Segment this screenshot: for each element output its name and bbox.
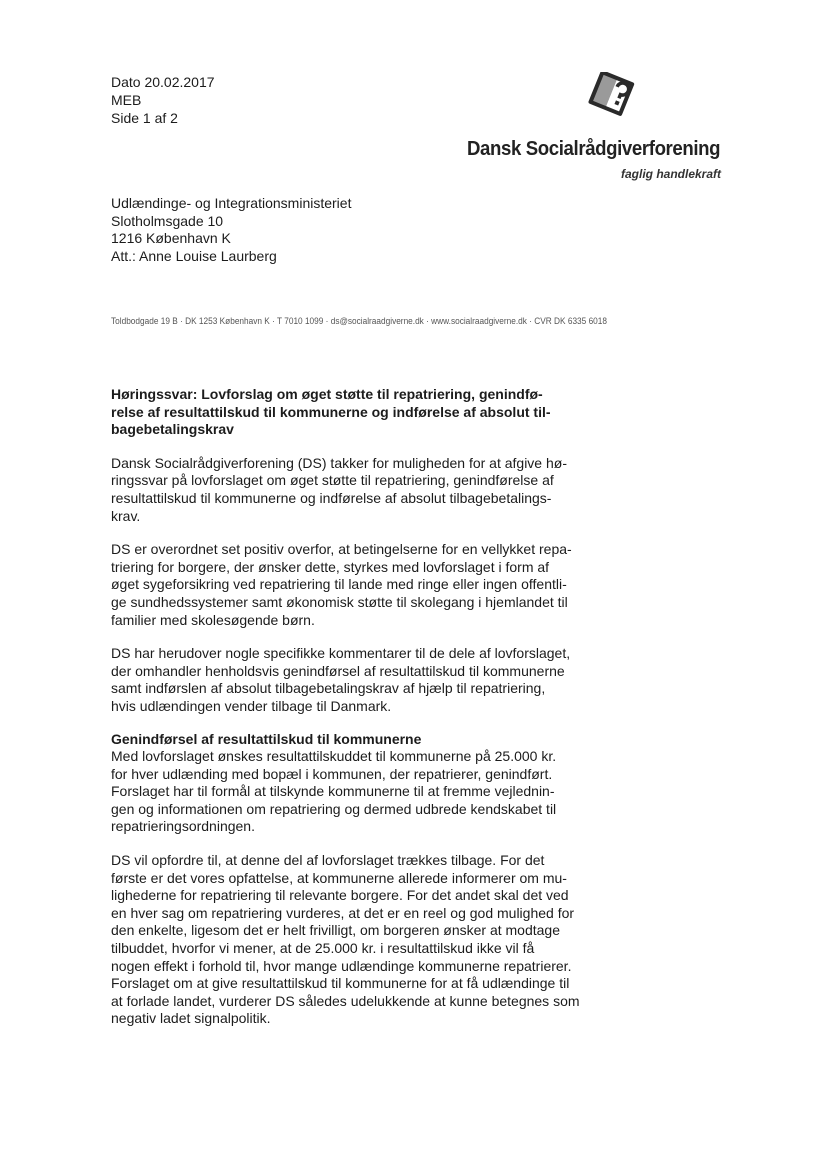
text-line: Forslaget om at give resultattilskud til kommunerne for at få udlændinge til [111, 975, 570, 992]
page-indicator: Side 1 af 2 [111, 110, 178, 126]
contact-line: Toldbodgade 19 B · DK 1253 København K · T 7010 1099 · ds@socialraadgiverne.dk · www.socialraadgiverne.dk · CVR DK 6335 6018 [111, 316, 607, 326]
letter-title [111, 386, 621, 439]
text-line: Forslaget har til formål at tilskynde kommunerne til at fremme vejlednin- [111, 783, 555, 800]
letter-meta [111, 73, 215, 127]
text-line: nogen effekt i forhold til, hvor mange udlændinge kommunerne repatrierer. [111, 957, 572, 974]
text-line: DS har herudover nogle specifikke kommentarer til de dele af lovforslaget, [111, 645, 571, 662]
text-line: at forlade landet, vurderer DS således udelukkende at kunne betegnes som [111, 992, 580, 1009]
text-line: DS er overordnet set positiv overfor, at betingelserne for en vellykket repa- [111, 541, 572, 558]
text-line: krav. [111, 507, 141, 524]
text-line: ge sundhedssystemer samt økonomisk støtte til skolegang i hjemlandet til [111, 593, 568, 610]
recipient-line: Att.: Anne Louise Laurberg [111, 247, 277, 264]
text-line: negativ ladet signalpolitik. [111, 1010, 271, 1027]
ds-logo-icon [578, 72, 648, 122]
text-line: Dansk Socialrådgiverforening (DS) takker for muligheden for at afgive hø- [111, 454, 567, 471]
text-line: repatrieringsordningen. [111, 818, 255, 835]
text-line: Med lovforslaget ønskes resultattilskuddet til kommunerne på 25.000 kr. [111, 748, 557, 765]
organization-name: Dansk Socialrådgiverforening [467, 138, 721, 160]
text-line: for hver udlænding med bopæl i kommunen, der repatrierer, genindført. [111, 765, 553, 782]
letter-date: Dato 20.02.2017 [111, 74, 215, 90]
paragraph [111, 852, 621, 1028]
text-line: samt indførslen af absolut tilbagebetalingskrav af hjælp til repatriering, [111, 680, 546, 697]
letter-body [111, 386, 621, 1028]
text-line: første er det vores opfattelse, at kommunerne allerede informerer om mu- [111, 869, 567, 886]
recipient-line: Slotholmsgade 10 [111, 212, 224, 229]
paragraph [111, 541, 621, 629]
text-line: øget sygeforsikring ved repatriering til lande med ringe eller ingen offentli- [111, 576, 567, 593]
title-line: bagebetalingskrav [111, 421, 234, 438]
organization-tagline: faglig handlekraft [621, 167, 722, 181]
recipient-line: Udlændinge- og Integrationsministeriet [111, 195, 352, 211]
paragraph [111, 645, 621, 715]
letter-initials: MEB [111, 92, 142, 108]
text-line: tilbuddet, hvorfor vi mener, at de 25.000 kr. i resultattilskud ikke vil få [111, 940, 535, 957]
recipient-address [111, 195, 351, 265]
text-line: triering for borgere, der ønsker dette, styrkes med lovforslaget i form af [111, 558, 550, 575]
text-line: resultattilskud til kommunerne og indførelse af absolut tilbagebetalings- [111, 489, 552, 506]
text-line: familier med skolesøgende børn. [111, 611, 315, 628]
paragraph [111, 455, 621, 525]
text-line: DS vil opfordre til, at denne del af lovforslaget trækkes tilbage. For det [111, 852, 545, 869]
text-line: en hver sag om repatriering vurderes, at det er en reel og god mulighed for [111, 904, 575, 921]
text-line: lighederne for repatriering til relevante borgere. For det andet skal det ved [111, 887, 569, 904]
text-line: der omhandler henholdsvis genindførsel af resultattilskud til kommunerne [111, 662, 565, 679]
section-paragraph [111, 748, 621, 836]
text-line: hvis udlændingen vender tilbage til Danmark. [111, 697, 392, 714]
recipient-line: 1216 København K [111, 230, 231, 246]
section-heading: Genindførsel af resultattilskud til kommunerne [111, 730, 422, 747]
title-line: relse af resultattilskud til kommunerne og indførelse af absolut til- [111, 403, 551, 420]
text-line: ringssvar på lovforslaget om øget støtte til repatriering, genindførelse af [111, 472, 554, 489]
text-line: gen og informationen om repatriering og dermed udbrede kendskabet til [111, 800, 557, 817]
text-line: den enkelte, ligesom det er helt frivilligt, om borgeren ønsker at modtage [111, 922, 561, 939]
title-line: Høringssvar: Lovforslag om øget støtte til repatriering, genindfø- [111, 386, 543, 402]
